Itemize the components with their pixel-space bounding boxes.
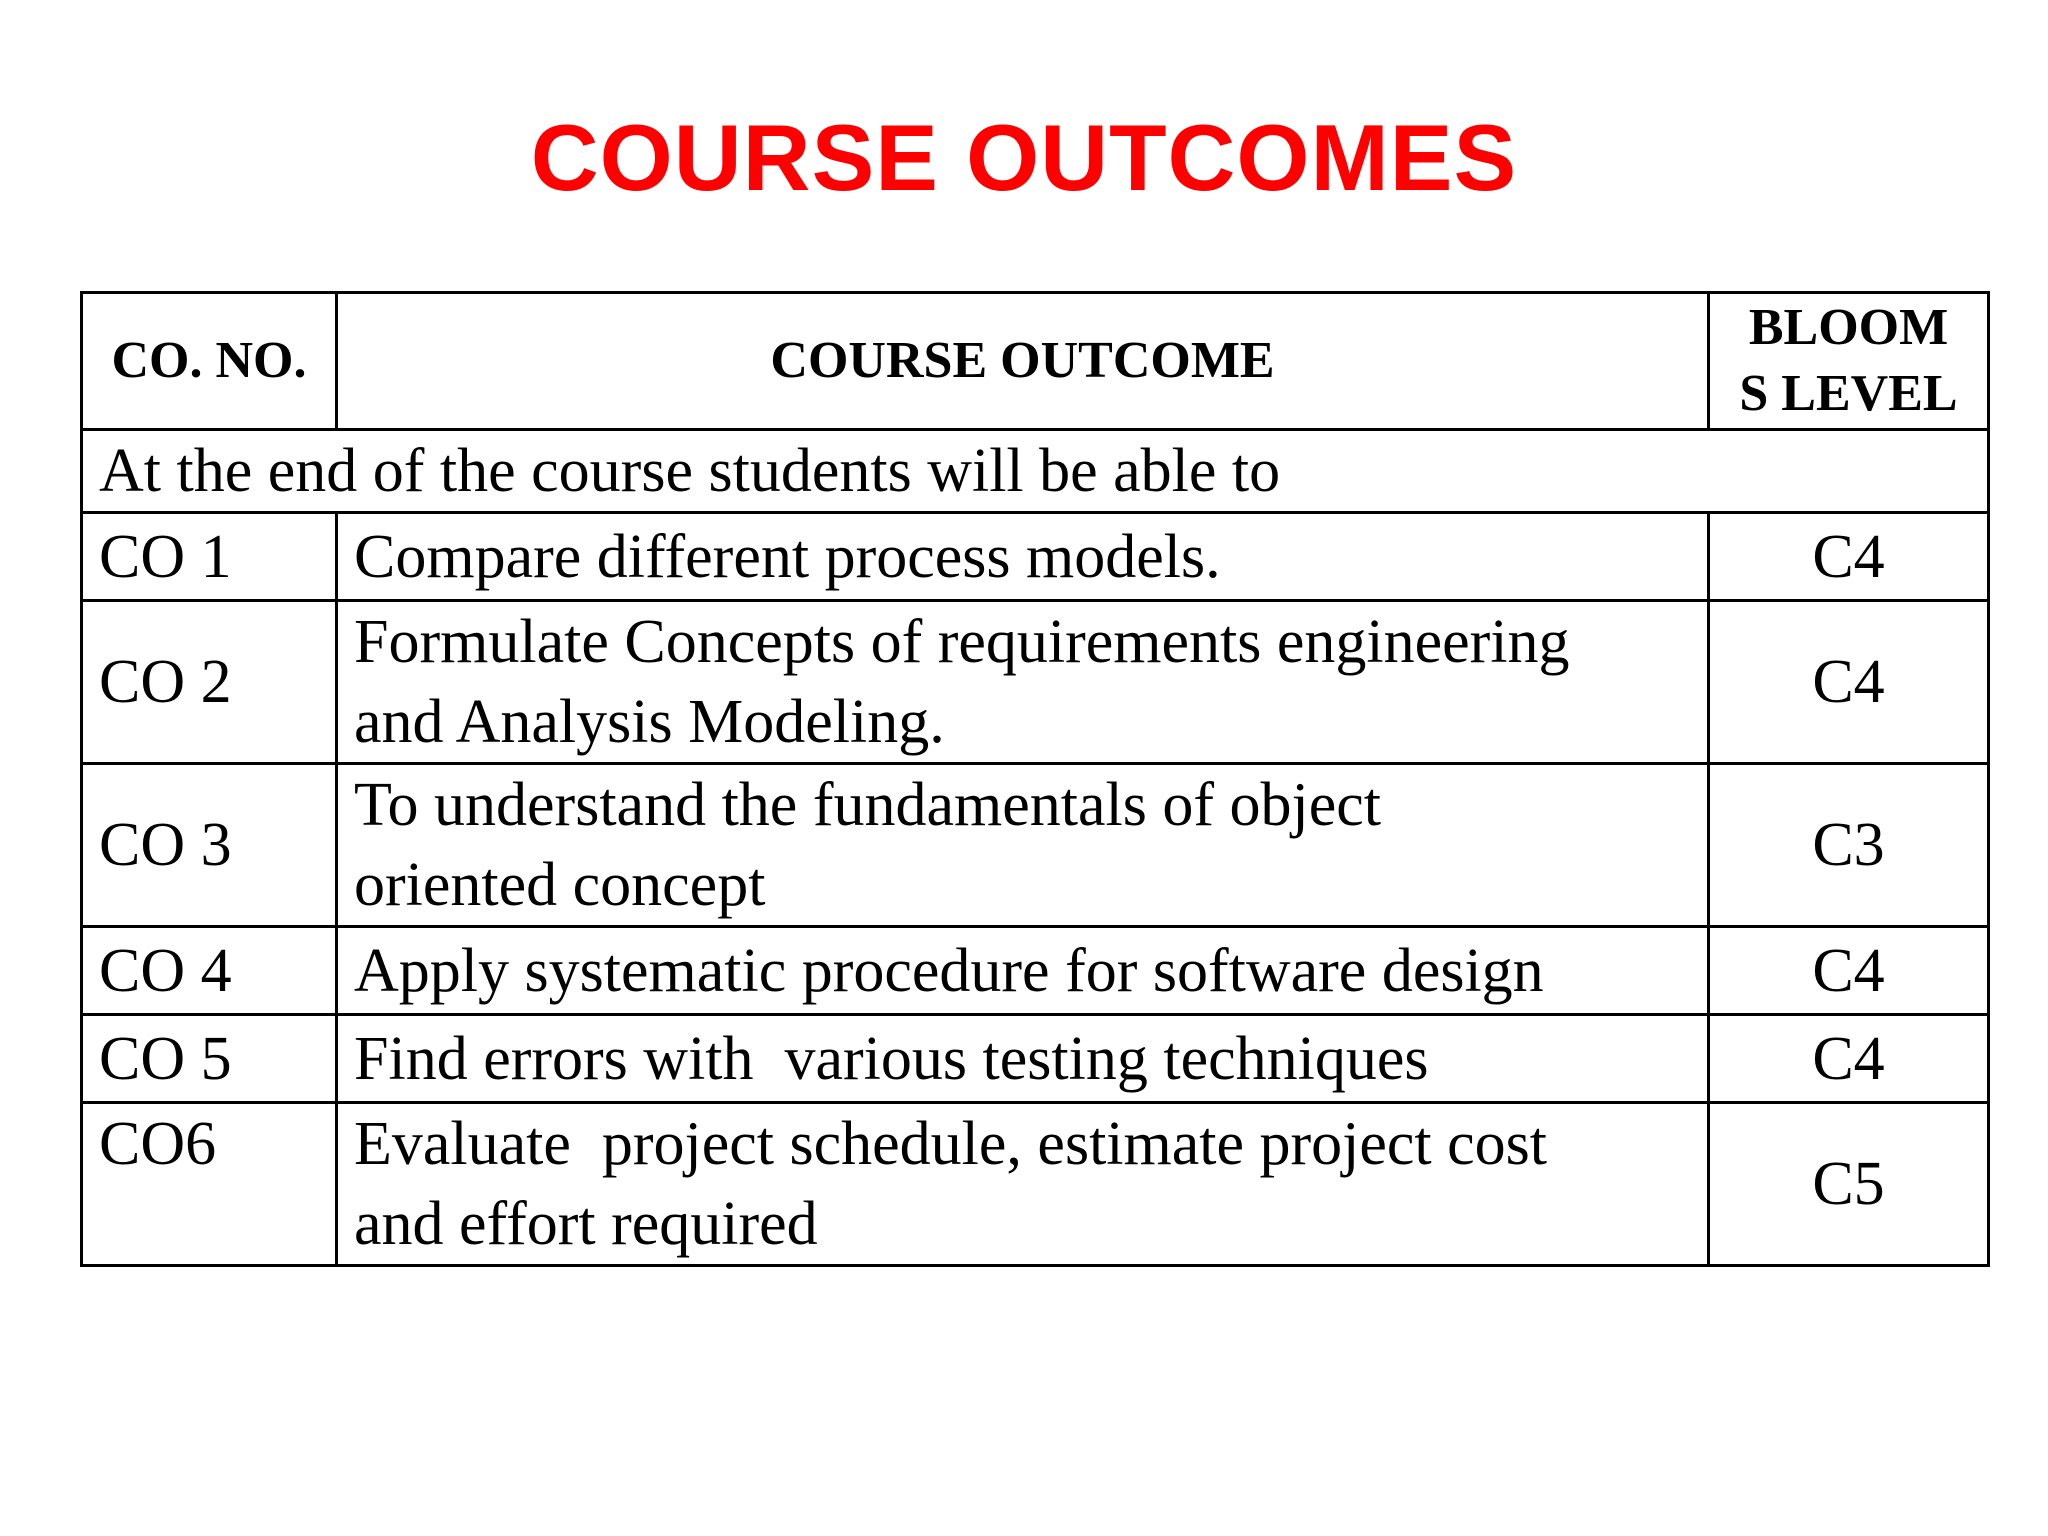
blooms-level: C5: [1709, 1103, 1989, 1266]
course-outcome-text: [337, 1103, 1709, 1266]
intro-text: At the end of the course students will be able to: [82, 430, 1989, 513]
outcome-line: Evaluate project schedule, estimate project cost: [354, 1110, 1548, 1178]
table-row: [82, 927, 1989, 1015]
outcome-line: oriented concept: [354, 851, 766, 919]
course-outcome-text: [337, 513, 1709, 601]
outcome-line: and effort required: [354, 1190, 818, 1258]
table-row: [82, 1103, 1989, 1266]
course-outcomes-table: [80, 291, 1990, 1267]
co-number: CO6: [82, 1103, 337, 1266]
intro-row: [82, 430, 1989, 513]
blooms-level: C4: [1709, 1015, 1989, 1103]
outcome-line: Apply systematic procedure for software design: [354, 936, 1544, 1005]
outcome-line: and Analysis Modeling.: [354, 688, 945, 756]
co-number: CO 4: [82, 927, 337, 1015]
blooms-level: C3: [1709, 764, 1989, 927]
outcome-line: Find errors with various testing techniques: [354, 1024, 1429, 1093]
outcome-line: Compare different process models.: [354, 522, 1221, 591]
header-course-outcome: COURSE OUTCOME: [337, 293, 1709, 430]
table-row: [82, 1015, 1989, 1103]
table-header-row: [82, 293, 1989, 430]
course-outcome-text: [337, 1015, 1709, 1103]
page-title: COURSE OUTCOMES: [530, 105, 1518, 210]
co-number: CO 3: [82, 764, 337, 927]
table-row: [82, 513, 1989, 601]
co-number: CO 2: [82, 601, 337, 764]
blooms-level: C4: [1709, 513, 1989, 601]
blooms-level: C4: [1709, 601, 1989, 764]
outcome-line: Formulate Concepts of requirements engineering: [354, 608, 1570, 676]
outcome-line: To understand the fundamentals of object: [354, 771, 1381, 839]
course-outcome-text: [337, 927, 1709, 1015]
header-co-no: CO. NO.: [82, 293, 337, 430]
header-blooms-level-line2: S LEVEL: [1739, 365, 1958, 422]
co-number: CO 1: [82, 513, 337, 601]
course-outcome-text: [337, 764, 1709, 927]
table-row: [82, 601, 1989, 764]
header-blooms-level-line1: BLOOM: [1748, 299, 1949, 356]
table-row: [82, 764, 1989, 927]
course-outcome-text: [337, 601, 1709, 764]
header-blooms-level: [1709, 293, 1989, 430]
co-number: CO 5: [82, 1015, 337, 1103]
blooms-level: C4: [1709, 927, 1989, 1015]
